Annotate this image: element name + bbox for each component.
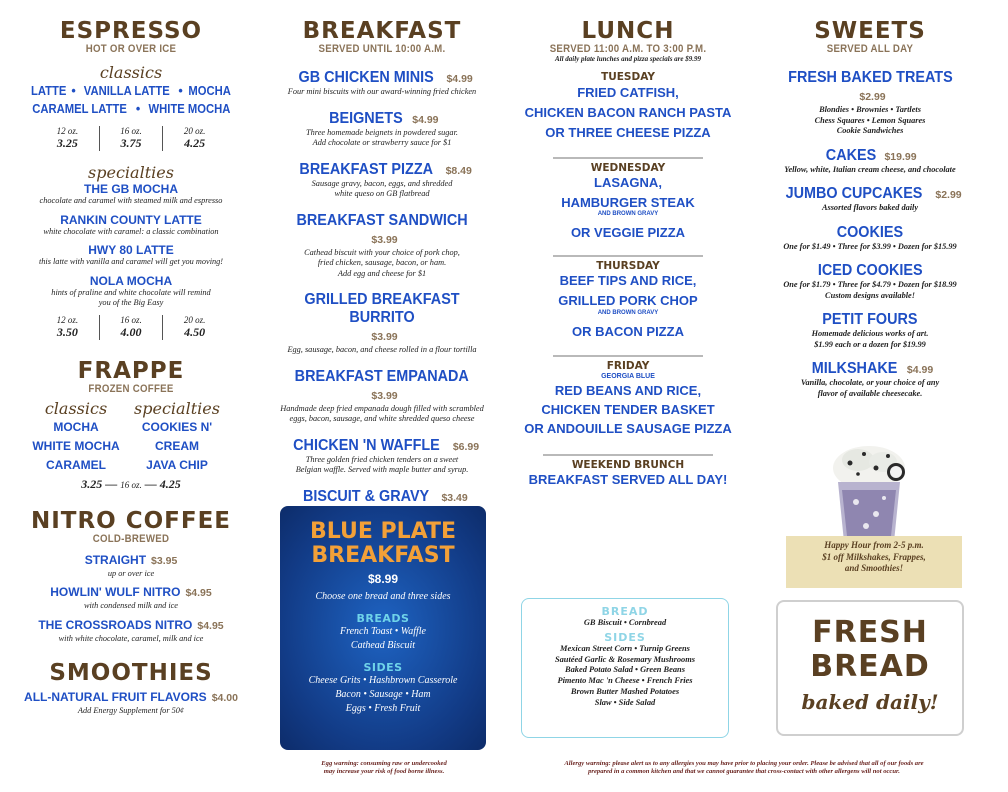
menu-item-header — [272, 368, 492, 404]
menu-line: CHICKEN BACON RANCH PASTA — [524, 105, 732, 120]
menu-item-header — [765, 147, 975, 165]
size-cell — [36, 126, 100, 151]
nitro-subtitle: COLD-BREWED — [92, 532, 170, 545]
menu-small: AND BROWN GRAVY — [597, 211, 659, 217]
menu-item-price: $3.99 — [371, 233, 398, 246]
menu-item-desc: Vanilla, chocolate, or your choice of any — [800, 378, 940, 387]
blue-plate-title-1: BLUE PLATE — [309, 519, 457, 544]
smoothie-desc: Add Energy Supplement for 50¢ — [77, 706, 185, 715]
menu-line: OR ANDOUILLE SAUSAGE PIZZA — [524, 421, 732, 436]
menu-line: GRILLED PORK CHOP — [558, 293, 698, 308]
blue-plate-panel — [280, 506, 486, 750]
espresso-title: ESPRESSO — [59, 18, 203, 44]
classic-caramel-latte: CARAMEL LATTE — [32, 102, 128, 116]
blue-plate-price: $8.99 — [367, 572, 399, 586]
specialty-desc: chocolate and caramel with steamed milk and espresso — [39, 196, 223, 205]
smoothies-title: SMOOTHIES — [49, 660, 213, 686]
menu-item-header — [765, 262, 975, 280]
espresso-classics: LATTE • VANILLA LATTE • MOCHA CARAMEL LATTE • WHITE MOCHA — [30, 84, 232, 116]
nitro-item-price: $3.95 — [151, 554, 178, 567]
warning-line: Allergy warning: please alert us to any allergies you may have prior to placing your order. Please be advised that all of our foods are — [564, 760, 924, 767]
blue-plate-sides-label: SIDES — [363, 661, 403, 674]
bread-items: GB Biscuit • Cornbread — [583, 618, 667, 627]
lunch-subtitle: SERVED 11:00 A.M. TO 3:00 P.M. — [549, 43, 707, 55]
nitro-item-price: $4.95 — [185, 587, 212, 599]
menu-item-name: FRESH BAKED TREATS — [787, 69, 953, 86]
blue-plate-side: Bacon • Sausage • Ham — [335, 689, 431, 700]
menu-item — [272, 437, 492, 476]
menu-line: HAMBURGER STEAK — [561, 195, 695, 210]
menu-line: FRIED CATFISH, — [577, 85, 679, 100]
menu-item-name: GRILLED BREAKFAST BURRITO — [304, 291, 460, 326]
menu-item-name: ICED COOKIES — [817, 262, 923, 279]
breakfast-column — [272, 0, 492, 516]
day-label-wednesday: WEDNESDAY — [553, 157, 703, 174]
menu-item-desc: flavor of available cheesecake. — [817, 388, 923, 398]
day-menu-tuesday — [522, 83, 734, 143]
nitro-item — [22, 616, 240, 645]
side-item: Slaw • Side Salad — [594, 697, 656, 707]
sweets-column — [765, 0, 975, 399]
menu-item-price: $3.99 — [371, 331, 398, 343]
menu-line: OR THREE CHEESE PIZZA — [545, 125, 711, 140]
menu-item-price: $19.99 — [884, 150, 917, 163]
day-menu-wednesday — [522, 174, 734, 241]
frappe-classics — [30, 399, 122, 475]
menu-item-name: BISCUIT & GRAVY — [303, 487, 430, 505]
size-oz: 16 oz. — [120, 314, 142, 325]
menu-item-name: MILKSHAKE — [811, 360, 898, 377]
warning-line: prepared in a common kitchen and that we cannot guarantee that cross-contact with other allergens will not occur. — [588, 768, 900, 775]
menu-item-desc: Blondies • Brownies • Tartlets — [819, 105, 921, 114]
menu-item-header — [765, 224, 975, 242]
frappe-prices — [22, 477, 240, 492]
size-oz: 12 oz. — [56, 126, 79, 136]
classic-vanilla-latte: VANILLA LATTE — [84, 84, 171, 98]
size-price: 3.75 — [120, 136, 142, 150]
happy-hour-line: Happy Hour from 2-5 p.m. — [824, 540, 924, 550]
menu-line: LASAGNA, — [594, 175, 662, 190]
menu-item-desc: fried chicken, sausage, bacon, or ham. — [317, 258, 447, 267]
warning-line: Egg warning: consuming raw or undercooked — [321, 760, 447, 767]
happy-hour-line: and Smoothies! — [844, 563, 904, 573]
specialty-desc: this latte with vanilla and caramel will get you moving! — [38, 257, 224, 266]
size-cell — [36, 315, 100, 340]
menu-item — [272, 291, 492, 356]
menu-item-desc: Egg, sausage, bacon, and cheese rolled in a flour tortilla — [287, 345, 477, 354]
menu-item-desc: Assorted flavors baked daily — [821, 203, 919, 212]
lunch-title: LUNCH — [581, 18, 675, 44]
menu-item-price: $4.99 — [906, 364, 934, 376]
smoothie-name: ALL-NATURAL FRUIT FLAVORS — [24, 690, 207, 704]
specialty-desc: hints of praline and white chocolate will remind you of the Big Easy — [51, 287, 211, 307]
fresh-bread-line1: FRESH — [812, 615, 928, 650]
menu-item-desc: Custom designs available! — [825, 290, 915, 300]
happy-hour-line: $1 off Milkshakes, Frappes, — [822, 551, 926, 562]
menu-item-desc: Four mini biscuits with our award-winning fried chicken — [287, 87, 477, 96]
menu-item-desc: Yellow, white, Italian cream cheese, and chocolate — [784, 164, 956, 174]
nitro-item — [22, 551, 240, 580]
specialty-name: THE GB MOCHA — [84, 182, 178, 196]
bread-label: BREAD — [601, 605, 649, 618]
menu-item-name: CAKES — [826, 146, 877, 164]
size-price: 4.25 — [184, 136, 206, 150]
classic-white-mocha: WHITE MOCHA — [148, 102, 231, 116]
menu-item — [272, 69, 492, 98]
specialty-name: RANKIN COUNTY LATTE — [60, 212, 202, 227]
allergy-warning — [520, 760, 968, 776]
sweets-title: SWEETS — [814, 18, 926, 44]
day-menu-friday — [522, 372, 734, 438]
nitro-item-desc: with condensed milk and ice — [83, 601, 178, 610]
menu-item — [765, 147, 975, 176]
menu-item-price: $3.49 — [441, 491, 468, 504]
day-label-thursday: THURSDAY — [553, 255, 703, 272]
menu-item-header — [272, 437, 492, 455]
size-price: 3.25 — [56, 136, 78, 150]
size-cell — [100, 315, 164, 340]
menu-item-desc: Three golden fried chicken tenders on a sweet — [305, 454, 459, 464]
dash: — — [144, 476, 157, 491]
menu-item-header — [272, 161, 492, 179]
specialty-name: HWY 80 LATTE — [88, 243, 174, 257]
specialty-sizes — [36, 315, 226, 340]
menu-item-name: BREAKFAST SANDWICH — [296, 211, 468, 229]
menu-item-header — [272, 69, 492, 87]
side-item: Mexican Street Corn • Turnip Greens — [560, 643, 690, 653]
day-menu-thursday — [522, 272, 734, 341]
menu-line: RED BEANS AND RICE, — [554, 383, 702, 398]
menu-item-header — [765, 360, 975, 378]
fresh-bread-line3: baked daily! — [801, 690, 939, 714]
frappe-subtitle: FROZEN COFFEE — [88, 382, 174, 395]
lunch-note: All daily plate lunches and pizza specials are $9.99 — [554, 55, 702, 63]
menu-line: OR VEGGIE PIZZA — [570, 225, 686, 240]
size-cell — [163, 126, 226, 151]
menu-item-header — [272, 110, 492, 128]
size-cell — [100, 126, 164, 151]
nitro-title: NITRO COFFEE — [30, 507, 232, 534]
breakfast-subtitle: SERVED UNTIL 10:00 A.M. — [318, 43, 446, 55]
menu-item-desc: Belgian waffle. Served with maple butter and syrup. — [295, 465, 469, 474]
menu-item-header — [765, 311, 975, 329]
classic-latte: LATTE — [30, 84, 66, 98]
menu-item-name: CHICKEN 'N WAFFLE — [293, 436, 440, 454]
bread-sides-box — [521, 598, 729, 738]
menu-item-price: $6.99 — [452, 440, 480, 453]
warning-line: may increase your risk of food borne illness. — [323, 768, 445, 775]
menu-item-desc: eggs, bacon, sausage, and white shredded queso cheese — [289, 414, 475, 423]
weekend-brunch-text: BREAKFAST SERVED ALL DAY! — [528, 472, 728, 487]
menu-item-desc: One for $1.79 • Three for $4.79 • Dozen for $18.99 — [783, 280, 957, 289]
menu-item-price: $4.99 — [446, 73, 473, 85]
menu-item — [272, 212, 492, 280]
fresh-bread-line2: BREAD — [810, 649, 930, 684]
frappe-specialty-item: COOKIES N' CREAM — [141, 419, 213, 453]
espresso-classics-label: classics — [99, 63, 163, 82]
menu-item — [765, 224, 975, 253]
menu-item-header — [272, 212, 492, 248]
menu-item-desc: Add egg and cheese for $1 — [337, 268, 427, 278]
side-item: Brown Butter Mashed Potatoes — [570, 686, 680, 696]
frappe-classic-item: MOCHA — [53, 419, 99, 434]
blue-plate-choose: Choose one bread and three sides — [315, 591, 451, 602]
menu-small: AND BROWN GRAVY — [597, 310, 659, 316]
menu-item — [765, 262, 975, 301]
espresso-sizes — [36, 126, 226, 151]
menu-small: GEORGIA BLUE — [601, 373, 655, 380]
menu-item-desc: white queso on GB flatbread — [334, 189, 430, 198]
size-oz: 12 oz. — [56, 314, 79, 325]
blue-plate-breads-label: BREADS — [356, 612, 410, 625]
nitro-item-price: $4.95 — [197, 619, 224, 632]
fresh-bread-box — [776, 600, 964, 736]
frappe-price-small: 3.25 — [81, 476, 103, 491]
nitro-item-name: HOWLIN' WULF NITRO — [50, 585, 181, 599]
frappe-lists — [22, 399, 240, 475]
frappe-classic-item: WHITE MOCHA — [32, 438, 120, 453]
classic-mocha: MOCHA — [188, 84, 232, 98]
side-item: Pimento Mac 'n Cheese • French Fries — [557, 676, 693, 686]
menu-item-desc: Cookie Sandwiches — [836, 126, 904, 135]
nitro-item-desc: with white chocolate, caramel, milk and ice — [58, 633, 204, 643]
blue-plate-title-2: BREAKFAST — [311, 543, 455, 568]
size-price: 4.00 — [120, 324, 142, 339]
frappe-classics-label: classics — [44, 398, 108, 418]
menu-line: CHICKEN TENDER BASKET — [541, 402, 715, 417]
menu-item-header — [272, 291, 492, 345]
size-price: 3.50 — [56, 324, 78, 339]
menu-item-price: $2.99 — [935, 189, 962, 201]
blue-plate-bread: Cathead Biscuit — [350, 640, 416, 651]
frappe-title: FRAPPE — [77, 357, 185, 384]
nitro-item-desc: up or over ice — [107, 568, 155, 578]
size-oz: 16 oz. — [120, 126, 142, 136]
menu-item-name: COOKIES — [836, 223, 904, 241]
espresso-subtitle: HOT OR OVER ICE — [85, 43, 177, 55]
specialty-name: NOLA MOCHA — [89, 273, 173, 288]
side-item: Sautéed Garlic & Rosemary Mushrooms — [554, 654, 696, 664]
size-oz: 20 oz. — [183, 126, 206, 136]
menu-item-name: PETIT FOURS — [822, 311, 918, 328]
blue-plate-bread: French Toast • Waffle — [339, 626, 426, 637]
nitro-item — [22, 583, 240, 612]
menu-item-desc: Homemade delicious works of art. — [811, 329, 929, 338]
menu-item-name: BREAKFAST PIZZA — [299, 160, 434, 178]
menu-item-desc: Handmade deep fried empanada dough filled with scrambled — [280, 403, 484, 413]
menu-item — [765, 360, 975, 399]
menu-item-name: BREAKFAST EMPANADA — [294, 367, 470, 385]
menu-item-name: GB CHICKEN MINIS — [298, 69, 434, 86]
blue-plate-side: Eggs • Fresh Fruit — [345, 703, 421, 714]
menu-item — [765, 185, 975, 214]
menu-item-header — [272, 488, 492, 506]
specialty-desc: white chocolate with caramel: a classic combination — [43, 226, 219, 236]
menu-item-desc: Three homemade beignets in powdered sugar. — [306, 127, 458, 137]
breakfast-items — [272, 69, 492, 516]
frappe-specialty-item: JAVA CHIP — [146, 457, 208, 472]
menu-item-price: $2.99 — [859, 91, 886, 103]
menu-item — [272, 368, 492, 425]
sides-label: SIDES — [604, 630, 646, 644]
menu-item-header — [765, 185, 975, 203]
size-price: 4.50 — [184, 324, 206, 339]
happy-hour-note — [786, 536, 962, 588]
menu-item-price: $4.99 — [412, 113, 439, 126]
frappe-price-large: 4.25 — [159, 476, 181, 491]
espresso-column — [22, 0, 240, 717]
menu-item-desc: Cathead biscuit with your choice of pork chop, — [304, 247, 460, 257]
dash: — — [105, 476, 118, 491]
size-oz: 20 oz. — [183, 314, 206, 325]
smoothie-price: $4.00 — [211, 692, 238, 704]
side-item: Baked Potato Salad • Green Beans — [565, 665, 685, 675]
menu-line: OR BACON PIZZA — [572, 324, 684, 339]
sweets-subtitle: SERVED ALL DAY — [826, 43, 914, 55]
frappe-size: 16 oz. — [120, 479, 142, 490]
weekend-brunch-label: WEEKEND BRUNCH — [543, 454, 713, 471]
frappe-classic-item: CARAMEL — [46, 457, 106, 472]
egg-warning — [288, 760, 480, 776]
menu-item-price: $8.49 — [445, 164, 472, 177]
milkshake-image — [828, 438, 910, 542]
menu-item-name: JUMBO CUPCAKES — [785, 185, 923, 202]
day-label-tuesday: TUESDAY — [601, 71, 655, 83]
frappe-specialties-label: specialties — [134, 398, 220, 418]
menu-item-header — [765, 69, 975, 105]
nitro-item-name: THE CROSSROADS NITRO — [38, 617, 193, 632]
smoothie-item — [22, 688, 240, 717]
menu-item — [765, 69, 975, 137]
menu-item — [765, 311, 975, 350]
espresso-specialties-label: specialties — [88, 163, 174, 182]
menu-item-desc: Chess Squares • Lemon Squares — [814, 115, 926, 125]
menu-item — [272, 110, 492, 149]
blue-plate-side: Cheese Grits • Hashbrown Casserole — [308, 675, 458, 686]
frappe-specialties — [122, 399, 232, 475]
lunch-column — [522, 0, 734, 488]
menu-item-desc: One for $1.49 • Three for $3.99 • Dozen for $15.99 — [783, 241, 957, 251]
day-label-friday: FRIDAY — [553, 355, 703, 372]
menu-item-desc: Add chocolate or strawberry sauce for $1 — [312, 138, 452, 147]
menu-item — [272, 161, 492, 200]
menu-item-desc: Sausage gravy, bacon, eggs, and shredded — [311, 178, 453, 188]
menu-item-desc: $1.99 each or a dozen for $19.99 — [814, 339, 926, 349]
breakfast-title: BREAKFAST — [302, 18, 462, 44]
sweets-items — [765, 69, 975, 399]
menu-item-price: $3.99 — [371, 389, 398, 402]
nitro-item-name: STRAIGHT — [84, 552, 147, 567]
menu-item-name: BEIGNETS — [329, 109, 404, 127]
menu-line: BEEF TIPS AND RICE, — [559, 273, 697, 288]
size-cell — [163, 315, 226, 340]
